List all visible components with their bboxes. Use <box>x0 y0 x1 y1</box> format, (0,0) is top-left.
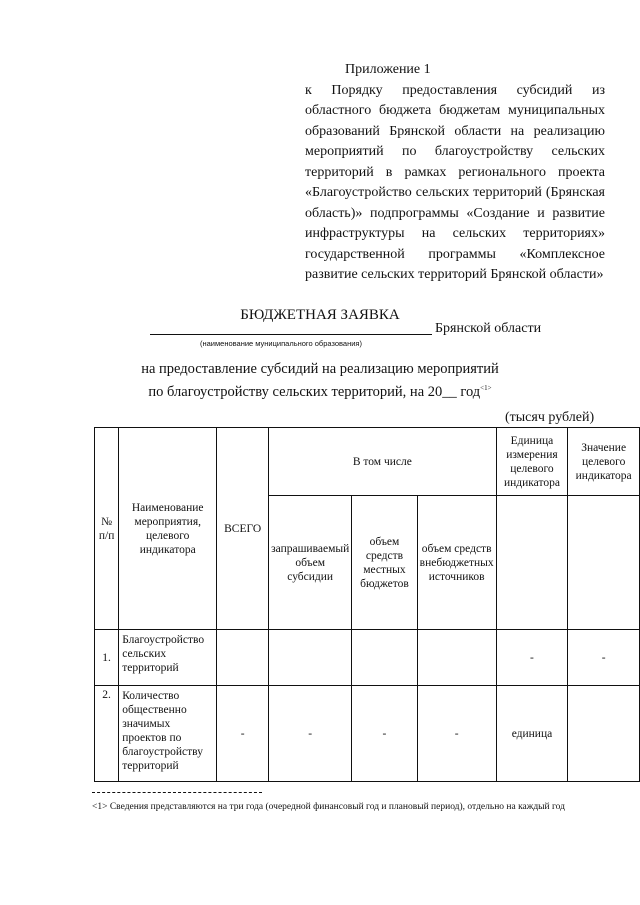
header-extrabudget: объем средств внебюджетных источников <box>417 496 496 630</box>
budget-table <box>94 427 640 782</box>
header-unit-empty <box>496 496 568 630</box>
appendix-block <box>305 60 605 286</box>
region-suffix: Брянской области <box>435 321 542 336</box>
municipality-blank-line <box>150 324 432 335</box>
appendix-text: к Порядку предоставления субсидий из областного бюджета бюджетам муниципальных образований Брянской области на реализацию мероприятий по благоустройству сельских территорий в рамках регионального проекта «Благоустройство сельских территорий (Брянская область)» подпрограммы «Создание и развитие инфраструктуры на сельских территориях» государственной программы «Комплексное развитие сельских территорий Брянской области» <box>305 82 605 282</box>
subtitle-line-1: на предоставление субсидий на реализацию мероприятий <box>141 361 499 377</box>
row-name: Количество общественно значимых проектов по благоустройству территорий <box>119 686 217 782</box>
row-total <box>217 630 269 686</box>
row-value <box>568 686 640 782</box>
row-unit: - <box>496 630 568 686</box>
document-title: БЮДЖЕТНАЯ ЗАЯВКА <box>240 307 400 323</box>
header-local: объем средств местных бюджетов <box>352 496 417 630</box>
header-including: В том числе <box>269 428 497 496</box>
row-unit: единица <box>496 686 568 782</box>
row-requested: - <box>269 686 352 782</box>
footnote-ref: <1> <box>480 384 492 392</box>
header-name: Наименование мероприятия, целевого индикатора <box>119 428 217 630</box>
header-num: № п/п <box>95 428 119 630</box>
appendix-title: Приложение 1 <box>345 62 431 77</box>
units-label: (тысяч рублей) <box>505 410 595 425</box>
header-total: ВСЕГО <box>217 428 269 630</box>
footnote-text: <1> Сведения представляются на три года (очередной финансовый год и плановый период), отдельно на каждый год <box>92 802 565 812</box>
row-local <box>352 630 417 686</box>
header-value: Значение целевого индикатора <box>568 428 640 496</box>
table-row <box>95 686 640 782</box>
footnote-separator <box>92 792 262 793</box>
row-extrabudget <box>417 630 496 686</box>
municipality-hint: (наименование муниципального образования) <box>200 339 362 348</box>
row-total: - <box>217 686 269 782</box>
document-subtitle <box>0 360 640 402</box>
row-local: - <box>352 686 417 782</box>
row-value: - <box>568 630 640 686</box>
row-num: 1. <box>95 630 119 686</box>
row-requested <box>269 630 352 686</box>
row-name: Благоустройство сельских территорий <box>119 630 217 686</box>
row-extrabudget: - <box>417 686 496 782</box>
header-requested: запрашиваемый объем субсидии <box>269 496 352 630</box>
header-value-empty <box>568 496 640 630</box>
table-row <box>95 630 640 686</box>
header-unit: Единица измерения целевого индикатора <box>496 428 568 496</box>
subtitle-line-2: по благоустройству сельских территорий, на 20__ год <box>148 383 481 400</box>
row-num: 2. <box>95 686 119 782</box>
